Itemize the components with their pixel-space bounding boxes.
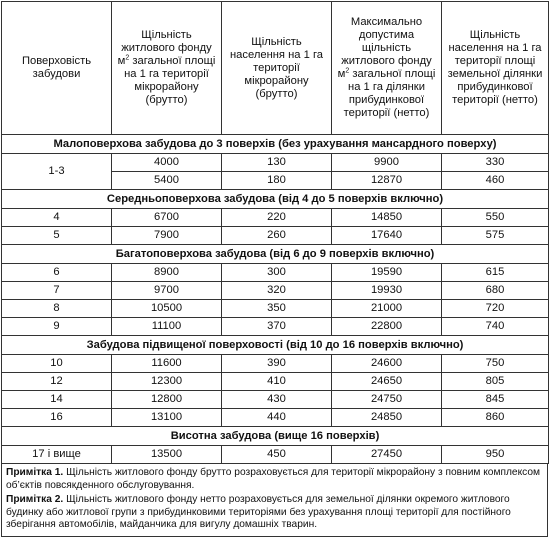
cell-floors: 5: [2, 227, 112, 245]
cell-net-population-density: 845: [442, 391, 549, 409]
cell-floors: 9: [2, 318, 112, 336]
section-header-row: [2, 190, 549, 209]
note-1: [6, 467, 543, 492]
cell-floors: 6: [2, 264, 112, 282]
cell-net-population-density: 720: [442, 300, 549, 318]
cell-net-housing-density: 24850: [332, 409, 442, 427]
cell-net-housing-density: 19590: [332, 264, 442, 282]
cell-floors: 8: [2, 300, 112, 318]
cell-gross-housing-density: 12800: [112, 391, 222, 409]
cell-net-population-density: 805: [442, 373, 549, 391]
cell-floors: 14: [2, 391, 112, 409]
cell-gross-housing-density: 13100: [112, 409, 222, 427]
section-header-row: [2, 245, 549, 264]
cell-floors: 12: [2, 373, 112, 391]
cell-gross-population-density: 260: [222, 227, 332, 245]
density-table: [1, 1, 549, 464]
cell-net-housing-density: 24750: [332, 391, 442, 409]
header-net-housing-density: Максимально допустима щільність житлового фонду $м^2$ загальної площі на 1 га ділянки прибудинкової території (нетто): [332, 2, 442, 135]
cell-gross-housing-density: 5400: [112, 172, 222, 190]
header-floors: Поверховість забудови: [2, 2, 112, 135]
cell-net-housing-density: 19930: [332, 282, 442, 300]
cell-gross-population-density: 350: [222, 300, 332, 318]
cell-gross-population-density: 390: [222, 355, 332, 373]
header-gross-population-density: Щільність населення на 1 га території мікрорайону (брутто): [222, 2, 332, 135]
section-header-row: [2, 427, 549, 446]
cell-gross-housing-density: 10500: [112, 300, 222, 318]
cell-gross-housing-density: 7900: [112, 227, 222, 245]
table-row: [2, 355, 549, 373]
header-gross-housing-density: Щільність житлового фонду $м^2$ загальної площі на 1 га території мікрорайону (брутто): [112, 2, 222, 135]
note-label: Примітка 1.: [6, 467, 64, 478]
cell-net-population-density: 680: [442, 282, 549, 300]
cell-gross-population-density: 450: [222, 446, 332, 464]
cell-floors: 17 і вище: [2, 446, 112, 464]
note-label: Примітка 2.: [6, 494, 64, 505]
cell-net-housing-density: 24600: [332, 355, 442, 373]
table-row: [2, 154, 549, 172]
section-title: Висотна забудова (вище 16 поверхів): [2, 427, 549, 446]
cell-gross-housing-density: 4000: [112, 154, 222, 172]
table-row: [2, 300, 549, 318]
table-row: [2, 446, 549, 464]
section-header-row: [2, 135, 549, 154]
header-row: [2, 2, 549, 135]
section-title: Малоповерхова забудова до 3 поверхів (без урахування мансардного поверху): [2, 135, 549, 154]
cell-net-population-density: 860: [442, 409, 549, 427]
cell-gross-population-density: 430: [222, 391, 332, 409]
section-title: Забудова підвищеної поверховості (від 10 до 16 поверхів включно): [2, 336, 549, 355]
cell-floors: 7: [2, 282, 112, 300]
table-row: [2, 318, 549, 336]
table-row: [2, 209, 549, 227]
cell-net-population-density: 950: [442, 446, 549, 464]
cell-gross-population-density: 220: [222, 209, 332, 227]
cell-gross-population-density: 180: [222, 172, 332, 190]
cell-net-housing-density: 22800: [332, 318, 442, 336]
cell-gross-housing-density: 8900: [112, 264, 222, 282]
cell-net-population-density: 750: [442, 355, 549, 373]
cell-floors: 1-3: [2, 154, 112, 190]
cell-net-housing-density: 9900: [332, 154, 442, 172]
notes-block: [1, 464, 548, 537]
cell-floors: 4: [2, 209, 112, 227]
cell-net-population-density: 575: [442, 227, 549, 245]
cell-net-housing-density: 21000: [332, 300, 442, 318]
table-body: [2, 135, 549, 464]
cell-net-population-density: 330: [442, 154, 549, 172]
cell-floors: 10: [2, 355, 112, 373]
section-header-row: [2, 336, 549, 355]
table-row: [2, 227, 549, 245]
cell-gross-housing-density: 11600: [112, 355, 222, 373]
cell-net-housing-density: 27450: [332, 446, 442, 464]
header-net-population-density: Щільність населення на 1 га території площі земельної ділянки прибудинкової території (нетто): [442, 2, 549, 135]
cell-net-housing-density: 24650: [332, 373, 442, 391]
cell-gross-housing-density: 9700: [112, 282, 222, 300]
table-row: [2, 373, 549, 391]
cell-gross-population-density: 300: [222, 264, 332, 282]
cell-gross-population-density: 370: [222, 318, 332, 336]
cell-net-population-density: 460: [442, 172, 549, 190]
cell-gross-population-density: 130: [222, 154, 332, 172]
table-row: [2, 282, 549, 300]
cell-gross-housing-density: 11100: [112, 318, 222, 336]
cell-floors: 16: [2, 409, 112, 427]
cell-gross-housing-density: 12300: [112, 373, 222, 391]
cell-gross-population-density: 410: [222, 373, 332, 391]
cell-gross-population-density: 440: [222, 409, 332, 427]
note-2: [6, 494, 543, 532]
cell-net-population-density: 550: [442, 209, 549, 227]
cell-net-housing-density: 12870: [332, 172, 442, 190]
cell-net-housing-density: 14850: [332, 209, 442, 227]
cell-net-population-density: 615: [442, 264, 549, 282]
cell-gross-population-density: 320: [222, 282, 332, 300]
table-row: [2, 264, 549, 282]
table-row: [2, 391, 549, 409]
cell-net-population-density: 740: [442, 318, 549, 336]
note-text: Щільність житлового фонду нетто розраховується для земельної ділянки окремого житлового будинку або житлової групи з прибудинковими територіями без урахування площі території для постійного зберігання автомобілів, майданчика для вигулу домашніх тварин.: [6, 494, 511, 530]
section-title: Багатоповерхова забудова (від 6 до 9 поверхів включно): [2, 245, 549, 264]
cell-gross-housing-density: 13500: [112, 446, 222, 464]
note-text: Щільність житлового фонду брутто розраховується для території мікрорайону з повним комплексом об’єктів повсякденного обслуговування.: [6, 467, 541, 491]
document: [1, 1, 548, 537]
table-row: [2, 409, 549, 427]
section-title: Середньоповерхова забудова (від 4 до 5 поверхів включно): [2, 190, 549, 209]
cell-gross-housing-density: 6700: [112, 209, 222, 227]
cell-net-housing-density: 17640: [332, 227, 442, 245]
